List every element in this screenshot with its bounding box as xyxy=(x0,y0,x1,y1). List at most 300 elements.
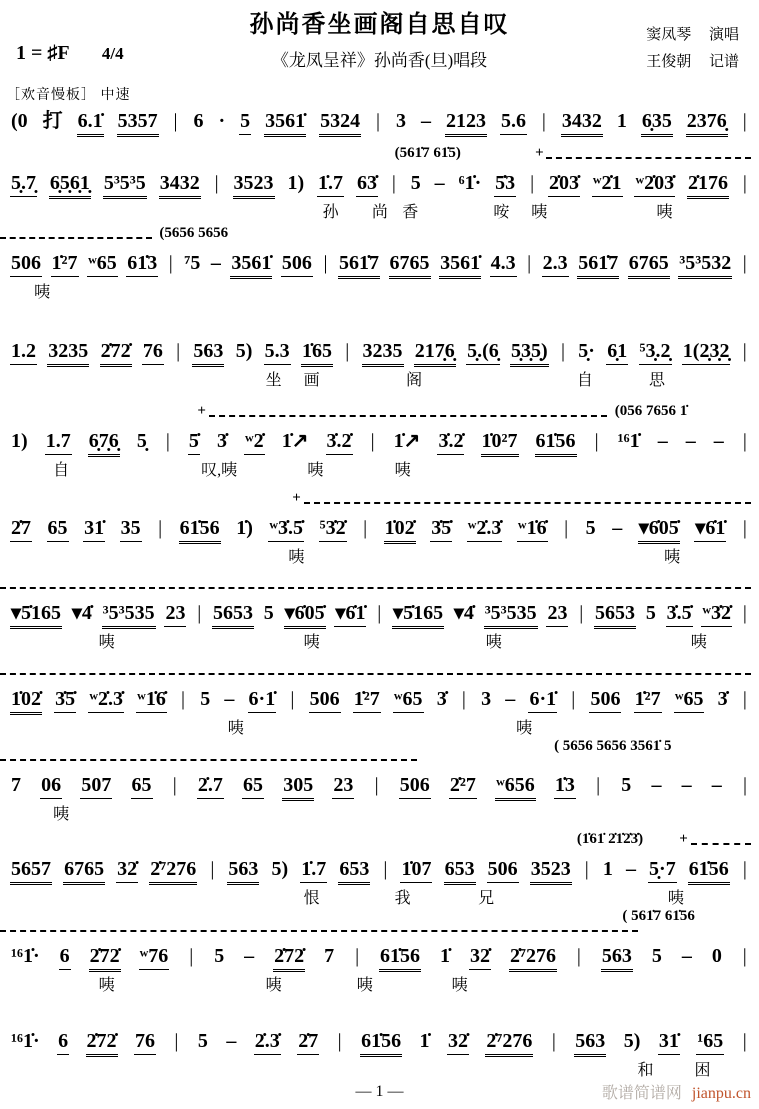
note-group: 65 xyxy=(131,772,153,799)
note-group: 1.2 xyxy=(10,338,37,365)
tempo-mark: ［欢音慢板］ 中速 xyxy=(6,88,131,103)
above-annotations xyxy=(0,490,759,512)
note-group: 5) xyxy=(235,340,253,362)
note-group: 1̇) xyxy=(236,517,253,539)
barline: | xyxy=(345,340,350,362)
lyrics-row xyxy=(0,715,759,737)
note-group: 1) xyxy=(287,172,305,194)
performer-name: 窦凤琴 xyxy=(646,27,692,43)
score-line-3 xyxy=(0,225,759,301)
note-group: 31̇ xyxy=(658,1028,680,1055)
note-group: 1̇↗ xyxy=(281,430,309,452)
barline: | xyxy=(571,688,576,710)
note-group: 506 xyxy=(10,250,42,277)
below-annotations xyxy=(0,908,759,928)
lyric-syllable: 画 xyxy=(303,372,320,389)
watermark-link[interactable]: jianpu.cn xyxy=(691,1085,751,1102)
notation-row xyxy=(0,1028,759,1057)
note-group: 6̣7̣6̣ xyxy=(88,428,120,457)
note-group: 6 xyxy=(59,943,71,970)
note-group: 61̇56 xyxy=(379,943,421,972)
note-group: 5 xyxy=(263,602,274,624)
lyric-syllable: 咦 xyxy=(265,977,282,994)
lyric-syllable: 和 xyxy=(637,1062,654,1079)
lyric-syllable: 孙 xyxy=(322,204,339,221)
barline: | xyxy=(742,774,747,796)
notation-row xyxy=(0,515,759,544)
above-annotation: + xyxy=(535,145,544,161)
note-group: 2̇.7 xyxy=(197,772,224,799)
barline: | xyxy=(174,1030,179,1052)
note-group: 1.7 xyxy=(45,428,72,455)
tie-extension-dashed-line xyxy=(0,930,638,932)
note-group: 5 xyxy=(651,945,662,967)
lyric-syllable: 尚 xyxy=(371,204,388,221)
note-group: 3523 xyxy=(530,856,572,885)
note-group: 5̇ xyxy=(188,428,200,455)
barline: | xyxy=(370,430,375,452)
note-group: – xyxy=(226,1030,237,1052)
note-group: 5³5³5 xyxy=(103,170,147,199)
note-group: 5) xyxy=(271,858,289,880)
watermark xyxy=(602,1080,751,1103)
lyric-syllable: 自 xyxy=(53,462,70,479)
note-group: 3̇5̇ xyxy=(430,515,452,542)
note-group: ¹⁶1̇· xyxy=(11,945,40,967)
note-group: 561̇7 xyxy=(338,250,380,279)
barline: | xyxy=(210,858,215,880)
note-group: 3̇.2̇ xyxy=(437,428,464,455)
note-group: 6̣5̣6̣1̣ xyxy=(49,170,91,199)
note-group: 1(2̣3̣2̣ xyxy=(682,338,731,365)
barline: | xyxy=(742,945,747,967)
note-group: 31̇ xyxy=(83,515,105,542)
note-group: ʷ3̇.5̇ xyxy=(268,515,304,542)
note-group: – xyxy=(711,774,722,796)
barline: | xyxy=(158,517,163,539)
score-line-2 xyxy=(0,145,759,221)
note-group: 5 xyxy=(410,172,421,194)
note-group: ▾5̇165 xyxy=(392,600,444,629)
score-line-1 xyxy=(0,108,759,138)
note-group: – xyxy=(681,774,692,796)
note-group: 2̇72̇ xyxy=(89,943,121,972)
note-group: 3 xyxy=(481,688,492,710)
note-group: – xyxy=(505,688,516,710)
above-annotation: (561̇7 61̇5) xyxy=(394,145,461,161)
barline: | xyxy=(742,688,747,710)
note-group: 305 xyxy=(282,772,314,801)
note-group: 23 xyxy=(546,600,568,627)
barline: | xyxy=(197,602,202,624)
score-line-10 xyxy=(0,831,759,924)
above-annotations xyxy=(0,145,759,167)
note-group: ʷ65 xyxy=(393,686,424,713)
score-line-7 xyxy=(0,600,759,651)
lyrics-row xyxy=(0,972,759,994)
lyric-syllable: 咦 xyxy=(34,284,51,301)
lyric-syllable: 咦 xyxy=(451,977,468,994)
note-group: 6̣1 xyxy=(606,338,628,365)
lyric-syllable: 兄 xyxy=(478,890,495,907)
note-group: 61̇56 xyxy=(179,515,221,544)
note-group: 563 xyxy=(227,856,259,885)
tie-extension-dashed-line xyxy=(0,587,751,589)
note-group: 3̇5̇ xyxy=(54,686,76,713)
barline: | xyxy=(541,110,546,132)
note-group: ⁷5 xyxy=(184,252,201,274)
note-group: 506 xyxy=(487,856,519,883)
note-group: 6 xyxy=(57,1028,69,1055)
lyric-syllable: 咦 xyxy=(356,977,373,994)
barline: | xyxy=(363,517,368,539)
lyrics-row xyxy=(0,279,759,301)
score-line-6 xyxy=(0,490,759,566)
note-group: (0 xyxy=(11,110,28,132)
note-group: 3561̇ xyxy=(439,250,481,279)
note-group: 506 xyxy=(309,686,341,713)
key-signature: 1 = ♯F xyxy=(16,42,69,64)
note-group: 06 xyxy=(40,772,62,799)
note-group: ▾6̇1̇ xyxy=(334,600,366,627)
note-group: 5̣.7̣ xyxy=(10,170,37,197)
note-group: 5 xyxy=(645,602,656,624)
note-group: 653 xyxy=(338,856,370,885)
note-group: 6̣35 xyxy=(641,108,673,137)
barline: | xyxy=(576,945,581,967)
score-line-12 xyxy=(0,1028,759,1079)
note-group: 5̇3 xyxy=(494,170,516,197)
barline: | xyxy=(377,602,382,624)
note-group: 6765 xyxy=(389,250,431,279)
note-group: 3̇.5̇ xyxy=(666,600,693,627)
barline: | xyxy=(742,252,747,274)
note-group: 32̇ xyxy=(469,943,491,970)
note-group: ʷ2̇1 xyxy=(592,170,623,197)
barline: | xyxy=(290,688,295,710)
note-group: ▾6̇1̇ xyxy=(694,515,726,542)
barline: | xyxy=(742,430,747,452)
lyric-syllable: 叹,咦 xyxy=(201,462,238,479)
note-group: 1) xyxy=(11,430,28,452)
notation-row xyxy=(0,600,759,629)
tie-extension-dashed-line xyxy=(0,759,417,761)
lyric-syllable: 坐 xyxy=(265,372,282,389)
note-group: 2123 xyxy=(445,108,487,137)
lyrics-row xyxy=(0,801,759,823)
barline: | xyxy=(742,858,747,880)
note-group: 507 xyxy=(80,772,112,799)
notation-row xyxy=(0,943,759,972)
note-group: – xyxy=(210,252,221,274)
lyric-syllable: 咦 xyxy=(288,549,305,566)
below-annotations xyxy=(0,738,759,758)
note-group: 7 xyxy=(11,774,21,796)
note-group: 2̇176 xyxy=(687,170,729,199)
below-annotation: ( 5656 5656 3561̇ 5 xyxy=(554,738,672,754)
notation-row xyxy=(0,338,759,367)
barline: | xyxy=(594,430,599,452)
barline: | xyxy=(173,110,178,132)
note-group: 1̇07 xyxy=(400,856,432,883)
note-group: ¹⁶1̇ xyxy=(617,430,640,452)
note-group: 5 xyxy=(585,517,596,539)
note-group: – xyxy=(657,430,668,452)
note-group: 5653 xyxy=(594,600,636,629)
note-group: · xyxy=(218,110,226,132)
notation-row xyxy=(0,856,759,885)
lyrics-row xyxy=(0,629,759,651)
barline: | xyxy=(742,172,747,194)
note-group: 2̇72̇ xyxy=(273,943,305,972)
note-group: ʷ65 xyxy=(674,686,705,713)
transcriber-role: 记谱 xyxy=(708,54,739,70)
note-group: 5357 xyxy=(117,108,159,137)
note-group: 3̇ xyxy=(717,688,728,710)
barline: | xyxy=(374,774,379,796)
lyric-syllable: 咦 xyxy=(307,462,324,479)
note-group: – xyxy=(713,430,724,452)
lyric-syllable: 香 xyxy=(402,204,419,221)
note-group: 3235 xyxy=(362,338,404,367)
note-group: 5) xyxy=(623,1030,641,1052)
note-group: ▾6̇05̇ xyxy=(638,515,680,544)
lyric-syllable: 咦 xyxy=(516,720,533,737)
note-group: 6·1̇ xyxy=(528,686,557,713)
lyric-syllable: 困 xyxy=(694,1062,711,1079)
note-group: 3 xyxy=(396,110,407,132)
lyric-syllable: 自 xyxy=(576,372,593,389)
above-annotations xyxy=(0,831,759,853)
note-group: 2̇.3̇ xyxy=(254,1028,281,1055)
note-group: 2̇72̇ xyxy=(100,338,132,367)
note-group: 5̣ xyxy=(136,430,147,452)
below-annotation: ( 561̇7 61̇56 xyxy=(622,908,695,924)
note-group: ʷ656 xyxy=(495,772,536,801)
lyric-syllable: 咦 xyxy=(690,634,707,651)
notation-row xyxy=(0,428,759,457)
note-group: ʷ2̇03̇ xyxy=(634,170,675,197)
note-group: 3561̇ xyxy=(230,250,272,279)
note-group: 1̇0²7 xyxy=(481,428,519,457)
lyric-syllable: 思 xyxy=(648,372,665,389)
page-title: 孙尚香坐画阁自思自叹 xyxy=(249,12,510,38)
note-group: 3235 xyxy=(47,338,89,367)
note-group: – xyxy=(244,945,255,967)
barline: | xyxy=(181,688,186,710)
note-group: 5̣· xyxy=(578,340,595,362)
above-annotation: (5656 5656 xyxy=(159,225,229,241)
note-group: – xyxy=(421,110,431,132)
note-group: 1̇²7 xyxy=(51,250,79,277)
note-group: ʷ2̇.3̇ xyxy=(467,515,503,542)
note-group: 76 xyxy=(134,1028,156,1055)
note-group: 1̇3 xyxy=(554,772,576,799)
barline: | xyxy=(337,1030,342,1052)
note-group: 2̇7 xyxy=(10,515,32,542)
note-group: 61̇56 xyxy=(688,856,730,885)
note-group: – xyxy=(651,774,662,796)
note-group: 65 xyxy=(47,515,69,542)
lyric-syllable: 咦 xyxy=(531,204,548,221)
note-group: 5 xyxy=(239,108,251,135)
note-group: 3̇ xyxy=(216,430,227,452)
barline: | xyxy=(376,110,381,132)
time-signature: 4/4 xyxy=(101,44,124,63)
note-group: 1̇02̇ xyxy=(10,686,42,715)
note-group: 打 xyxy=(42,110,63,132)
transcriber-credit xyxy=(646,49,739,76)
notation-row xyxy=(0,108,759,137)
note-group: ▾6̇05̇ xyxy=(284,600,326,629)
note-group: 32̇ xyxy=(116,856,138,883)
note-group: 1̇.7 xyxy=(300,856,327,883)
note-group: 1 xyxy=(602,858,613,880)
note-group: 2̇⁷276 xyxy=(509,943,557,972)
note-group: 5̣3̣5̣) xyxy=(510,338,549,367)
barline: | xyxy=(214,172,219,194)
note-group: ³5³535 xyxy=(102,600,156,629)
note-group: ³5³535 xyxy=(484,600,538,629)
note-group: 61̇56 xyxy=(360,1028,402,1057)
note-group: 1̇²7 xyxy=(353,686,381,713)
note-group: – xyxy=(612,517,623,539)
lyric-syllable: 咦 xyxy=(98,977,115,994)
note-group: 563 xyxy=(192,338,224,367)
note-group: ʷ76 xyxy=(139,943,170,970)
note-group: 61̇56 xyxy=(535,428,577,457)
barline: | xyxy=(165,430,170,452)
note-group: ³5³532 xyxy=(678,250,732,279)
note-group: – xyxy=(685,430,696,452)
above-annotations xyxy=(0,225,759,247)
note-group: 2̇⁷276 xyxy=(485,1028,533,1057)
barline: | xyxy=(596,774,601,796)
note-group: 4.3 xyxy=(490,250,517,277)
barline: | xyxy=(176,340,181,362)
note-group: 3523 xyxy=(233,170,275,199)
note-group: 5 xyxy=(200,688,211,710)
note-group: ʷ2̇.3̇ xyxy=(88,686,124,713)
note-group: 6·1̇ xyxy=(248,686,277,713)
note-group: 32̇ xyxy=(447,1028,469,1055)
note-group: ¹65 xyxy=(696,1028,724,1055)
lyrics-row xyxy=(0,199,759,221)
note-group: 5̣·7 xyxy=(648,856,677,883)
note-group: 2̇03̇ xyxy=(548,170,580,197)
lyric-syllable: 恨 xyxy=(303,890,320,907)
above-annotation: + xyxy=(197,403,206,419)
note-group: 23 xyxy=(332,772,354,799)
note-group: ʷ1̇6̇ xyxy=(517,515,548,542)
note-group: 6 xyxy=(193,110,204,132)
notation-row xyxy=(0,170,759,199)
lyric-syllable: 我 xyxy=(394,890,411,907)
above-annotation: + xyxy=(679,831,688,847)
barline: | xyxy=(355,945,360,967)
note-group: 2̇⁷276 xyxy=(149,856,197,885)
key-signature-line xyxy=(16,42,124,65)
note-group: 506 xyxy=(399,772,431,799)
note-group: ⁶1̇· xyxy=(458,172,482,194)
note-group: 6765 xyxy=(63,856,105,885)
barline: | xyxy=(560,340,565,362)
note-group: – xyxy=(625,858,636,880)
note-group: 6.1̇ xyxy=(77,108,104,137)
note-group: 5 xyxy=(197,1030,208,1052)
lyrics-row xyxy=(0,544,759,566)
note-group: 63̇ xyxy=(356,170,378,197)
note-group: 5.3 xyxy=(264,338,291,365)
note-group: ʷ2̇ xyxy=(244,428,265,455)
note-group: – xyxy=(224,688,235,710)
barline: | xyxy=(172,774,177,796)
lyrics-row xyxy=(0,885,759,907)
barline: | xyxy=(189,945,194,967)
above-annotation: (056 7656 1̇ xyxy=(614,403,688,419)
note-group: 2.3 xyxy=(542,250,569,277)
note-group: 1̇65 xyxy=(301,338,333,367)
note-group: ▾5̇165 xyxy=(10,600,62,629)
lyric-syllable: 咦 xyxy=(656,204,673,221)
lyric-syllable: 咦 xyxy=(303,634,320,651)
transcriber-name: 王俊朝 xyxy=(646,54,692,70)
note-group: 1 xyxy=(616,110,627,132)
lyric-syllable: 咦 xyxy=(485,634,502,651)
performer-role: 演唱 xyxy=(708,27,739,43)
note-group: 5324 xyxy=(319,108,361,137)
note-group: 1̇²7 xyxy=(634,686,662,713)
note-group: 563 xyxy=(601,943,633,972)
note-group: 3̇.2̇ xyxy=(326,428,353,455)
note-group: 653 xyxy=(444,856,476,885)
score-line-11 xyxy=(0,943,759,994)
note-group: 5653 xyxy=(212,600,254,629)
barline: | xyxy=(742,110,747,132)
lyric-syllable: 咦 xyxy=(667,890,684,907)
note-group: ¹⁶1̇· xyxy=(11,1030,40,1052)
lyric-syllable: 咦 xyxy=(394,462,411,479)
credits-block xyxy=(646,22,739,76)
page-number: — 1 — xyxy=(355,1083,404,1100)
note-group: 1̇ xyxy=(440,945,451,967)
note-group: ʷ1̇6̇ xyxy=(136,686,167,713)
note-group: 2̇7 xyxy=(297,1028,319,1055)
barline: | xyxy=(551,1030,556,1052)
note-group: 6765 xyxy=(628,250,670,279)
barline: | xyxy=(742,1030,747,1052)
note-group: 5 xyxy=(214,945,225,967)
note-group: 76 xyxy=(142,338,164,365)
note-group: 2376̣ xyxy=(686,108,728,137)
note-group: 3432 xyxy=(561,108,603,137)
lyric-syllable: 咦 xyxy=(98,634,115,651)
score-line-5 xyxy=(0,403,759,479)
note-group: ▾4̇ xyxy=(71,602,92,624)
note-group: 7 xyxy=(324,945,335,967)
barline: | xyxy=(168,252,173,274)
note-group: 5657 xyxy=(10,856,52,885)
barline: | xyxy=(742,340,747,362)
note-group: ⁵3̇2̇ xyxy=(319,515,347,542)
note-group: 2̇²7 xyxy=(449,772,477,799)
lyrics-row xyxy=(0,457,759,479)
note-group: 506 xyxy=(281,250,313,277)
tie-extension-dashed-line xyxy=(0,673,751,675)
score-line-4 xyxy=(0,338,759,389)
above-annotations xyxy=(0,403,759,425)
above-annotation: (1̇61̇ 2̇1̇2̇3̇) xyxy=(576,831,644,847)
